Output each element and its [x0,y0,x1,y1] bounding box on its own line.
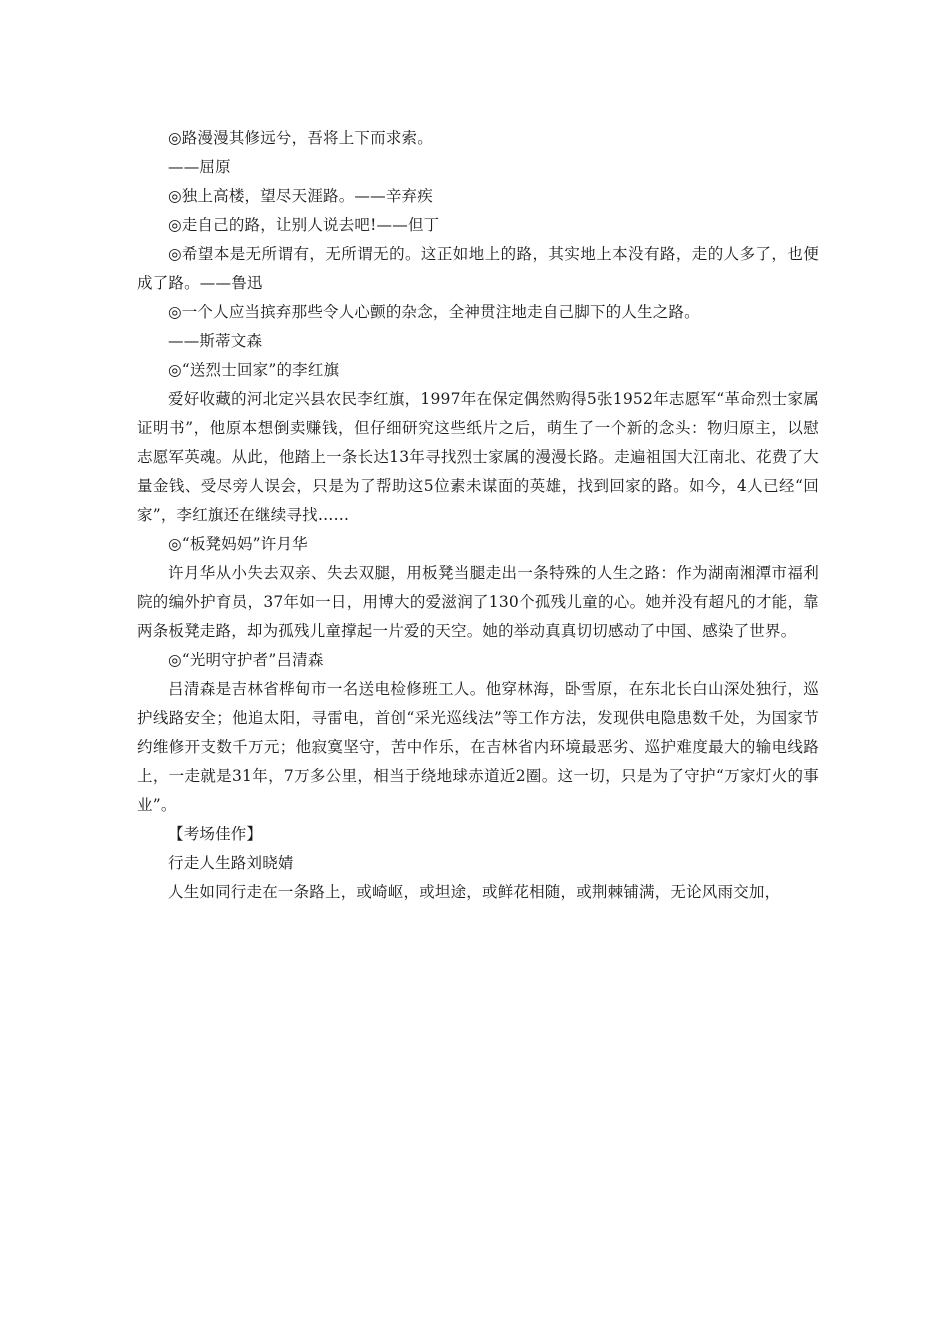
essay-title: 行走人生路刘晓婧 [168,854,294,872]
quote-dante: ◎走自己的路，让别人说去吧!——但丁 [168,216,440,234]
quote-stevenson: ◎一个人应当摈弃那些令人心颤的杂念，全神贯注地走自己脚下的人生之路。 [168,303,700,321]
quote-lu-xun: ◎希望本是无所谓有，无所谓无的。这正如地上的路，其实地上本没有路，走的人多了，也便成了路。——鲁迅 [137,245,819,292]
quote-attribution: ——斯蒂文森 [168,332,263,350]
quote-xin-qiji: ◎独上高楼，望尽天涯路。——辛弃疾 [168,187,433,205]
quote-qu-yuan: ◎路漫漫其修远兮，吾将上下而求索。 [168,129,433,147]
section-heading: ◎“板凳妈妈”许月华 [168,535,308,553]
section-heading: ◎“光明守护者”吕清森 [168,651,324,669]
body-paragraph: 人生如同行走在一条路上，或崎岖，或坦途，或鲜花相随，或荆棘铺满，无论风雨交加， [168,883,781,901]
body-paragraph: 爱好收藏的河北定兴县农民李红旗，1997年在保定偶然购得5张1952年志愿军“革命烈士家属证明书”，他原本想倒卖赚钱，但仔细研究这些纸片之后，萌生了一个新的念头：物归原主，以慰志愿军英魂。从此，他踏上一条长达13年寻找烈士家属的漫漫长路。走遍祖国大江南北、花费了大量金钱、受尽旁人误会，只是为了帮助这5位素未谋面的英雄，找到回家的路。如今，4人已经“回家”，李红旗还在继续寻找…… [137,390,819,524]
body-paragraph: 许月华从小失去双亲、失去双腿，用板凳当腿走出一条特殊的人生之路：作为湖南湘潭市福利院的编外护育员，37年如一日，用博大的爱滋润了130个孤残儿童的心。她并没有超凡的才能，靠两条板凳走路，却为孤残儿童撑起一片爱的天空。她的举动真真切切感动了中国、感染了世界。 [137,564,819,640]
document-body [137,124,819,907]
quote-attribution: ——屈原 [168,158,231,176]
section-label: 【考场佳作】 [168,825,263,843]
body-paragraph: 吕清森是吉林省桦甸市一名送电检修班工人。他穿林海，卧雪原，在东北长白山深处独行，巡护线路安全；他追太阳，寻雷电，首创“采光巡线法”等工作方法，发现供电隐患数千处，为国家节约维修开支数千万元；他寂寞坚守，苦中作乐，在吉林省内环境最恶劣、巡护难度最大的输电线路上，一走就是31年，7万多公里，相当于绕地球赤道近2圈。这一切，只是为了守护“万家灯火的事业”。 [137,680,819,814]
section-heading: ◎“送烈士回家”的李红旗 [168,361,340,379]
